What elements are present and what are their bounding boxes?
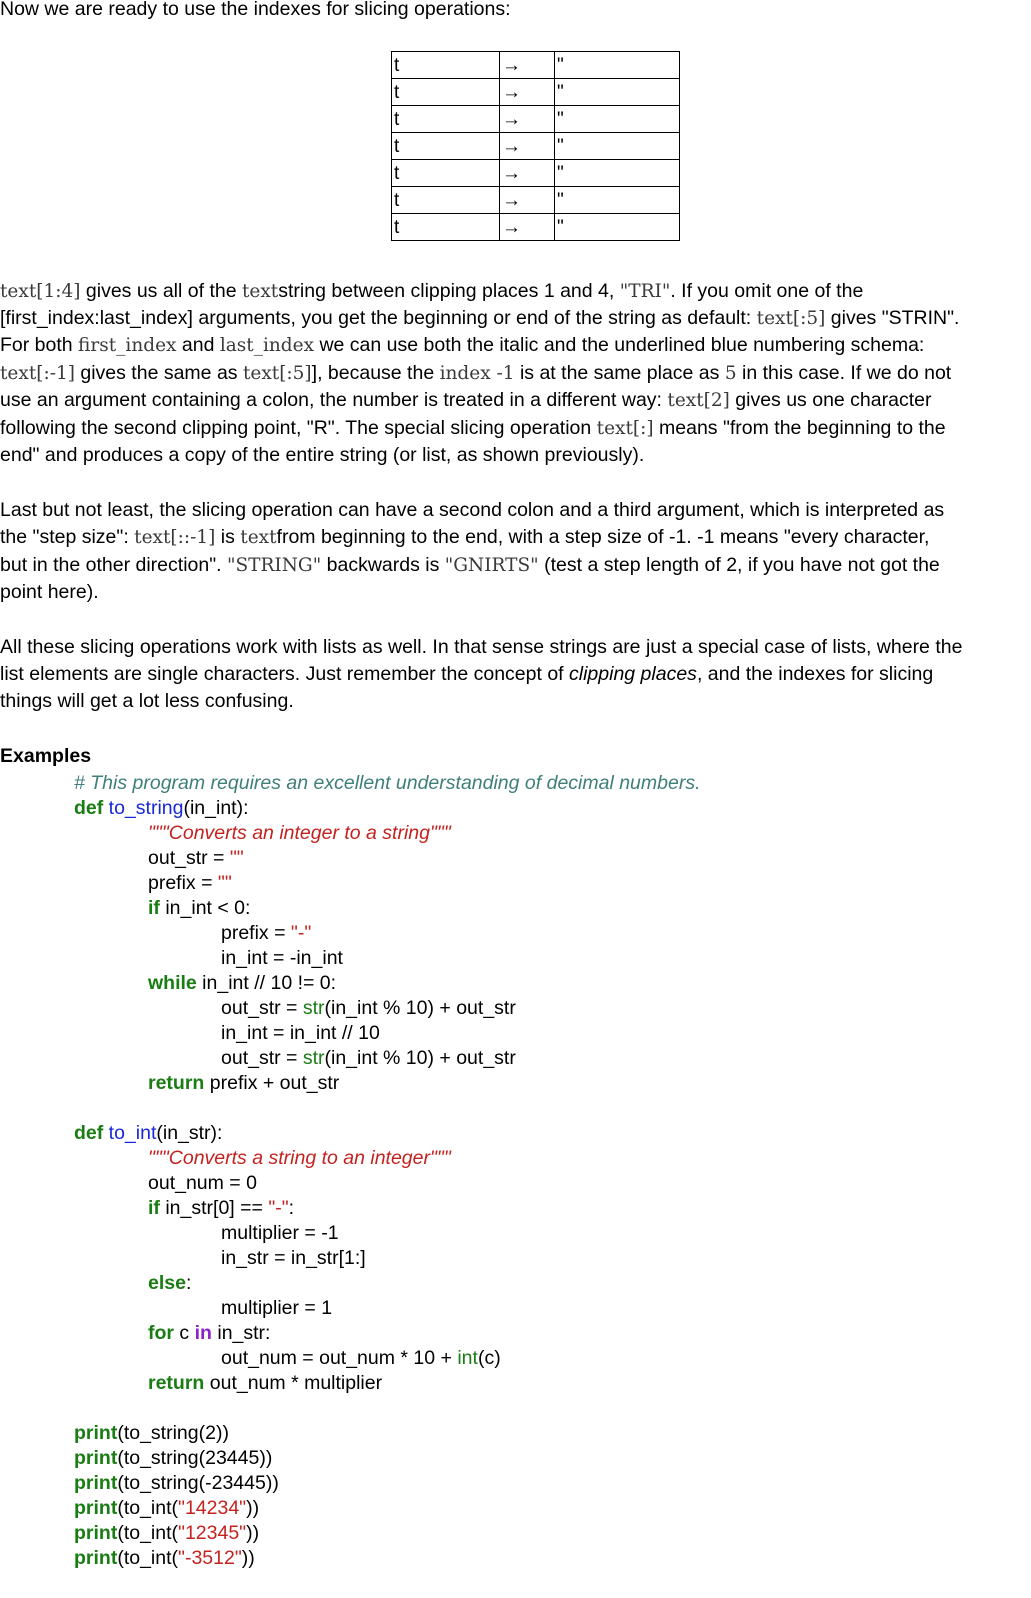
text-span: [first_index:last_index] arguments, you get the beginning or end of the string as default:: [0, 307, 757, 329]
code-text: prefix + out_str: [204, 1072, 340, 1094]
keyword: print: [74, 1497, 118, 1519]
code-line: [148, 849, 244, 869]
text-span: but in the other direction".: [0, 554, 227, 576]
string-literal: "": [229, 847, 244, 869]
code-line: multiplier = 1: [221, 1297, 333, 1319]
table-cell: t: [392, 187, 500, 214]
code-text: out_str =: [148, 847, 230, 869]
text-span: gives us one character: [729, 389, 932, 411]
code-line: [148, 899, 250, 919]
code-text: (to_string(23445)): [117, 1447, 273, 1469]
examples-heading: Examples: [0, 745, 92, 767]
table-row: [392, 160, 680, 187]
table-row: [392, 214, 680, 241]
text-span: list elements are single characters. Just remember the concept of: [0, 663, 570, 685]
arrow-cell: →: [500, 133, 555, 160]
keyword-in: in: [194, 1322, 212, 1344]
code-text: (to_int(: [117, 1497, 179, 1519]
code-line: [148, 1074, 339, 1094]
keyword: def: [74, 797, 104, 819]
keyword: print: [74, 1447, 118, 1469]
string-literal: "14234": [178, 1497, 247, 1519]
arrow-cell: →: [500, 52, 555, 79]
code-text: out_str =: [221, 997, 303, 1019]
code-inline: text[:-1]: [0, 363, 75, 384]
keyword: return: [148, 1372, 205, 1394]
text-span: backwards is: [321, 554, 445, 576]
text-span: , and the indexes for slicing: [696, 663, 934, 685]
code-line: [221, 924, 311, 944]
table-cell: t: [392, 133, 500, 160]
code-text: )): [246, 1522, 260, 1544]
code-text: prefix =: [148, 872, 218, 894]
code-text: (in_int):: [183, 797, 249, 819]
docstring: """Converts an integer to a string""": [148, 822, 451, 844]
code-text: prefix =: [221, 922, 291, 944]
keyword: print: [74, 1422, 118, 1444]
code-text: out_num * multiplier: [204, 1372, 383, 1394]
italic-term: clipping places: [569, 663, 697, 685]
table-cell: t: [392, 79, 500, 106]
keyword: if: [148, 897, 160, 919]
builtin: str: [302, 1047, 325, 1069]
keyword: while: [148, 972, 197, 994]
code-text: (to_int(: [117, 1547, 179, 1569]
string-literal: "-": [290, 922, 312, 944]
code-inline: 5: [724, 363, 737, 384]
paragraph-1-line-1: [0, 282, 863, 302]
table-cell: t: [392, 52, 500, 79]
text-span: means "from the beginning to the: [653, 417, 946, 439]
paragraph-1-line-7: end" and produces a copy of the entire string (or list, as shown previously).: [0, 444, 645, 466]
keyword: for: [148, 1322, 174, 1344]
text-span: and: [176, 334, 220, 356]
code-line: multiplier = -1: [221, 1222, 339, 1244]
code-inline: text[::-1]: [134, 527, 216, 548]
keyword: print: [74, 1472, 118, 1494]
text-span: from beginning to the end, with a step size of -1. -1 means "every character,: [276, 526, 930, 548]
code-text: (in_int % 10) + out_str: [324, 997, 516, 1019]
table-cell: ": [555, 160, 680, 187]
code-line: [74, 1524, 259, 1544]
code-inline: "STRING": [226, 555, 322, 576]
text-span: is at the same place as: [514, 362, 725, 384]
code-line: [74, 1474, 279, 1494]
table-cell: ": [555, 214, 680, 241]
code-inline: text[:]: [596, 418, 654, 439]
paragraph-2-line-3: [0, 556, 940, 576]
table-cell: ": [555, 133, 680, 160]
paragraph-1-line-2: [0, 309, 959, 329]
code-text: in_str[0] ==: [159, 1197, 269, 1219]
code-text: in_int // 10 != 0:: [196, 972, 337, 994]
intro-text: Now we are ready to use the indexes for slicing operations:: [0, 0, 511, 20]
table-row: [392, 106, 680, 133]
function-name: to_int: [108, 1122, 157, 1144]
docstring: """Converts a string to an integer""": [148, 1147, 451, 1169]
paragraph-3-line-1: All these slicing operations work with lists as well. In that sense strings are just a special case of lists, where the: [0, 636, 963, 658]
code-inline: "TRI": [619, 281, 671, 302]
code-line: [74, 1124, 222, 1144]
code-text: (to_string(2)): [117, 1422, 229, 1444]
code-line: [74, 1424, 229, 1444]
code-line: [148, 1274, 191, 1294]
text-span: following the second clipping point, "R". The special slicing operation: [0, 417, 597, 439]
code-line: [148, 1374, 382, 1394]
code-inline: "GNIRTS": [444, 555, 539, 576]
code-line: [74, 799, 249, 819]
arrow-cell: →: [500, 79, 555, 106]
arrow-cell: →: [500, 187, 555, 214]
paragraph-1-line-3: [0, 336, 924, 356]
text-span: is: [215, 526, 241, 548]
code-line: [221, 1349, 501, 1369]
text-span: gives the same as: [74, 362, 243, 384]
paragraph-1-line-6: [0, 419, 946, 439]
paragraph-1-line-5: [0, 391, 931, 411]
code-inline: first_index: [78, 335, 177, 356]
string-literal: "": [217, 872, 232, 894]
table-cell: ": [555, 52, 680, 79]
text-span: use an argument containing a colon, the number is treated in a different way:: [0, 389, 668, 411]
code-inline: text[2]: [667, 390, 730, 411]
code-line: [148, 1199, 294, 1219]
paragraph-3-line-2: [0, 665, 933, 685]
code-inline: index -1: [439, 363, 515, 384]
table-cell: t: [392, 160, 500, 187]
string-literal: "-3512": [178, 1547, 242, 1569]
code-text: out_num = out_num * 10 +: [221, 1347, 458, 1369]
table-cell: ": [555, 187, 680, 214]
table-row: [392, 133, 680, 160]
builtin: str: [302, 997, 325, 1019]
function-name: to_string: [108, 797, 184, 819]
keyword: return: [148, 1072, 205, 1094]
paragraph-2-line-2: [0, 528, 929, 548]
text-span: string between clipping places 1 and 4,: [278, 280, 620, 302]
text-span: in this case. If we do not: [736, 362, 952, 384]
code-line: in_int = in_int // 10: [221, 1022, 380, 1044]
table-cell: ": [555, 79, 680, 106]
table-row: [392, 79, 680, 106]
code-text: (in_int % 10) + out_str: [324, 1047, 516, 1069]
code-inline: text: [241, 281, 279, 302]
code-line: [148, 974, 336, 994]
keyword: if: [148, 1197, 160, 1219]
table-row: [392, 52, 680, 79]
code-text: )): [241, 1547, 255, 1569]
text-span: gives us all of the: [80, 280, 242, 302]
code-comment: # This program requires an excellent understanding of decimal numbers.: [74, 772, 701, 794]
table-cell: ": [555, 106, 680, 133]
arrow-cell: →: [500, 160, 555, 187]
code-inline: text[:5]: [242, 363, 312, 384]
code-line: in_int = -in_int: [221, 947, 343, 969]
code-line: out_num = 0: [148, 1172, 257, 1194]
code-inline: text[1:4]: [0, 281, 81, 302]
keyword: else: [148, 1272, 186, 1294]
arrow-cell: →: [500, 106, 555, 133]
code-text: :: [185, 1272, 192, 1294]
code-text: in_int < 0:: [159, 897, 251, 919]
code-line: [148, 1324, 270, 1344]
code-text: in_str:: [211, 1322, 271, 1344]
code-text: :: [288, 1197, 295, 1219]
keyword: def: [74, 1122, 104, 1144]
paragraph-2-line-4: point here).: [0, 581, 99, 603]
code-line: [74, 1449, 272, 1469]
code-line: in_str = in_str[1:]: [221, 1247, 366, 1269]
table-row: [392, 187, 680, 214]
arrow-cell: →: [500, 214, 555, 241]
code-text: (c): [477, 1347, 501, 1369]
table-cell: t: [392, 106, 500, 133]
code-text: )): [246, 1497, 260, 1519]
keyword: print: [74, 1522, 118, 1544]
text-span: (test a step length of 2, if you have not got the: [538, 554, 940, 576]
paragraph-3-line-3: things will get a lot less confusing.: [0, 690, 294, 712]
paragraph-2-line-1: Last but not least, the slicing operation can have a second colon and a third argument, which is interpreted as: [0, 499, 945, 521]
code-inline: text[:5]: [756, 308, 826, 329]
code-line: [221, 1049, 516, 1069]
text-span: we can use both the italic and the underlined blue numbering schema:: [314, 334, 925, 356]
builtin: int: [457, 1347, 478, 1369]
code-text: (to_int(: [117, 1522, 179, 1544]
code-line: [221, 999, 516, 1019]
keyword: print: [74, 1547, 118, 1569]
slice-table: [391, 51, 680, 241]
string-literal: "-": [268, 1197, 289, 1219]
code-line: [74, 1499, 259, 1519]
string-literal: "12345": [178, 1522, 247, 1544]
text-span: For both: [0, 334, 79, 356]
table-cell: t: [392, 214, 500, 241]
code-inline: last_index: [219, 335, 315, 356]
code-line: [148, 874, 232, 894]
paragraph-1-line-4: [0, 364, 951, 384]
code-text: (to_string(-23445)): [117, 1472, 279, 1494]
text-span: . If you omit one of the: [670, 280, 864, 302]
text-span: the "step size":: [0, 526, 135, 548]
code-text: (in_str):: [156, 1122, 223, 1144]
code-inline: text: [240, 527, 277, 548]
code-line: [74, 1549, 255, 1569]
text-span: ], because the: [311, 362, 440, 384]
code-text: c: [174, 1322, 195, 1344]
text-span: gives "STRIN".: [825, 307, 960, 329]
code-text: out_str =: [221, 1047, 303, 1069]
